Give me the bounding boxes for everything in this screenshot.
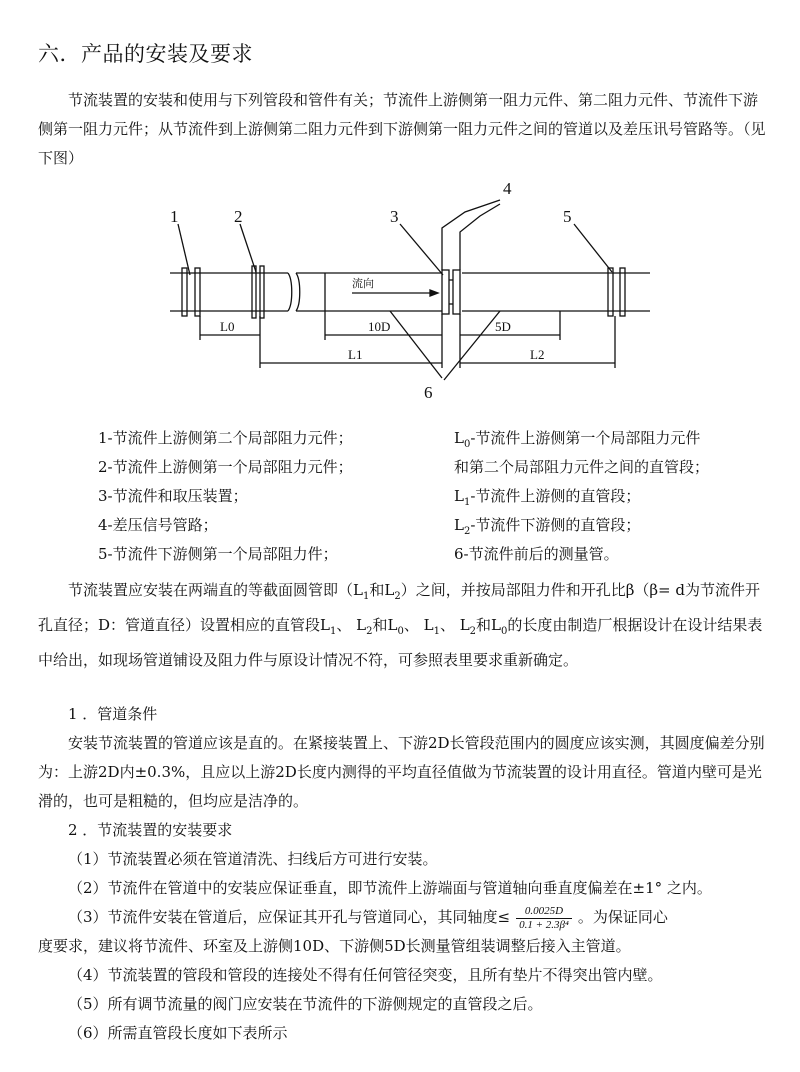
leader-2: [240, 224, 256, 272]
label-1: 1: [170, 207, 179, 226]
leader-6a: [390, 311, 442, 378]
legend-item-5: 5-节流件下游侧第一个局部阻力件；: [98, 545, 338, 563]
coaxiality-formula: $\frac{0.0025D}{\text{0.1 + 2.3β⁴}}$: [516, 905, 572, 932]
flange-2b: [260, 266, 264, 318]
pipe-installation-diagram: [160, 180, 660, 420]
legend-row: [98, 453, 778, 482]
orifice-plate-a: [442, 270, 449, 314]
label-4: 4: [503, 180, 512, 198]
section-1-body: 安装节流装置的管道应该是直的。在紧接装置上、下游2D长管段范围内的圆度应该实测，其圆度偏差分别为：上游2D内±0.3%，且应以上游2D长度内测得的平均直径值做为节流装置的设计用直径。管道内壁可是光滑的，也可是粗糙的，但均应是洁净的。: [38, 734, 765, 810]
leader-5: [574, 224, 612, 272]
legend-item-2: 2-节流件上游侧第一个局部阻力元件；: [98, 458, 353, 476]
label-5: 5: [563, 207, 572, 226]
item-1: （1）节流装置必须在管道清洗、扫线后方可进行安装。: [68, 850, 438, 868]
flange-1b: [195, 268, 200, 316]
item-4: （4）节流装置的管段和管段的连接处不得有任何管径突变，且所有垫片不得突出管内壁。: [68, 966, 663, 984]
item-3: （3）节流件安装在管道后，应保证其开孔与管道同心，其同轴度≤ $\frac{0.0025D}{\text{0.1 + 2.3β⁴}}$ 。为保证同心: [68, 904, 668, 931]
dim-l2: L2: [530, 347, 545, 362]
signal-line-a: [442, 200, 500, 270]
legend-row: [98, 424, 778, 453]
legend-item-6: 6-节流件前后的测量管。: [454, 545, 619, 563]
legend-item-4: 4-差压信号管路；: [98, 516, 218, 534]
section-heading: 六．产品的安装及要求: [38, 42, 253, 66]
legend-item-3: 3-节流件和取压装置；: [98, 487, 248, 505]
legend-item-l1: $L_1-$节流件上游侧的直管段；: [454, 487, 641, 508]
flange-5b: [620, 268, 625, 316]
label-3: 3: [390, 207, 399, 226]
flange-2a: [252, 266, 256, 318]
diagram-legend: [98, 424, 778, 569]
legend-item-l2: $L_2-$节流件下游侧的直管段；: [454, 516, 641, 537]
item-5: （5）所有调节流量的阀门应安装在节流件的下游侧规定的直管段之后。: [68, 995, 543, 1013]
item-3-continued: 度要求，建议将节流件、环室及上游侧10D、下游侧5D长测量管组装调整后接入主管道。: [38, 937, 631, 955]
section-1-title: 1 ．管道条件: [68, 705, 158, 723]
flange-1a: [182, 268, 187, 316]
leader-3: [400, 224, 443, 275]
leader-6b: [444, 311, 500, 380]
orifice-plate-b: [453, 270, 460, 314]
legend-item-l0: $L_0-$节流件上游侧第一个局部阻力元件: [454, 429, 701, 450]
dim-10d: 10D: [368, 319, 391, 334]
legend-row: [98, 540, 778, 569]
item-2: （2）节流件在管道中的安装应保证垂直，即节流件上游端面与管道轴向垂直度偏差在±1° 之内。: [68, 879, 712, 897]
flow-direction-label: 流向: [352, 278, 374, 290]
legend-row: [98, 511, 778, 540]
intro-paragraph: 节流装置的安装和使用与下列管段和管件有关；节流件上游侧第一阻力元件、第二阻力元件、节流件下游侧第一阻力元件；从节流件到上游侧第二阻力元件到下游侧第一阻力元件之间的管道以及差压讯号管路等。（见下图）: [38, 91, 766, 167]
item-6: （6）所需直管段长度如下表所示: [68, 1024, 288, 1042]
pipe-break-left: [288, 273, 292, 311]
dim-l1: L1: [348, 347, 363, 362]
label-6: 6: [424, 383, 433, 402]
flange-5a: [608, 268, 613, 316]
dim-5d: 5D: [495, 319, 511, 334]
legend-item-l0-cont: 和第二个局部阻力元件之间的直管段；: [454, 458, 710, 476]
legend-row: [98, 482, 778, 511]
dim-l0: L0: [220, 319, 235, 334]
installation-paragraph: 节流装置应安装在两端直的等截面圆管即（$L_1$和$L_2$）之间，并按局部阻力件和开孔比β（β= d为节流件开孔直径；D：管道直径）设置相应的直管段$L_1$、 $L_2$和$L_0$、 $L_1$、 $L_2$和$L_0$的长度由制造厂根据设计在设计结果表中给出，如现场管道铺设及阻力件与原设计情况不符，可参照表里要求重新确定。: [38, 581, 763, 669]
section-2-title: 2 ．节流装置的安装要求: [68, 821, 233, 839]
label-2: 2: [234, 207, 243, 226]
legend-item-1: 1-节流件上游侧第二个局部阻力元件；: [98, 429, 353, 447]
